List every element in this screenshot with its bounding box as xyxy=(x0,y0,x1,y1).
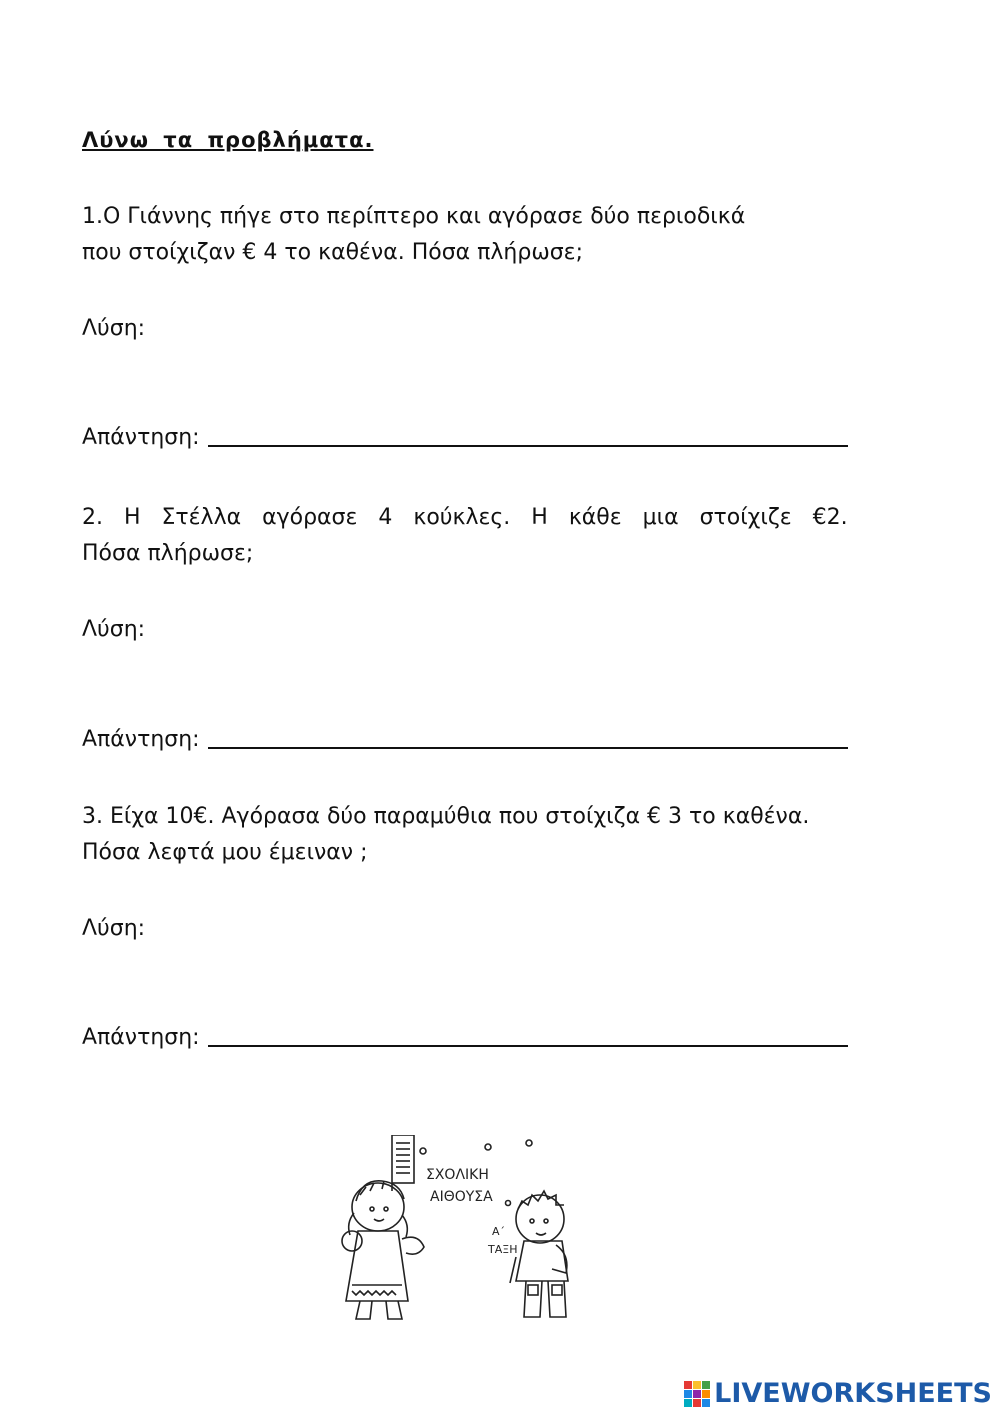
problem-1-line-2: που στοίχιζαν € 4 το καθένα. Πόσα πλήρωσε; xyxy=(82,240,583,265)
children-classroom-illustration xyxy=(330,1135,610,1325)
problem-1-answer[interactable] xyxy=(82,425,848,450)
problem-1-text xyxy=(82,199,745,271)
problem-1-line-1: 1.Ο Γιάννης πήγε στο περίπτερο και αγόρασε δύο περιοδικά xyxy=(82,204,746,229)
problem-3-answer[interactable] xyxy=(82,1025,848,1050)
problem-2-solution-label: Λύση: xyxy=(82,617,146,642)
problem-2-answer[interactable] xyxy=(82,727,848,752)
problem-3-line-1: 3. Είχα 10€. Αγόρασα δύο παραμύθια που στοίχιζα € 3 το καθένα. xyxy=(82,804,810,829)
problem-3-text xyxy=(82,799,809,871)
problem-2-answer-label: Απάντηση: xyxy=(82,727,200,752)
problem-3-solution-label: Λύση: xyxy=(82,916,146,941)
problem-1-answer-label: Απάντηση: xyxy=(82,425,200,450)
problem-3-answer-label: Απάντηση: xyxy=(82,1025,200,1050)
problem-3-line-2: Πόσα λεφτά μου έμειναν ; xyxy=(82,840,368,865)
liveworksheets-logo-text: LIVEWORKSHEETS xyxy=(714,1378,992,1409)
worksheet-title: Λύνω τα προβλήματα. xyxy=(82,128,374,152)
liveworksheets-logo-icon xyxy=(684,1381,710,1407)
liveworksheets-logo xyxy=(684,1378,992,1409)
problem-2-text xyxy=(82,500,848,572)
problem-3-answer-line[interactable] xyxy=(208,1045,848,1047)
class-line-1: Α΄ xyxy=(492,1225,506,1238)
sign-line-1: ΣΧΟΛΙΚΗ xyxy=(426,1167,489,1183)
problem-2-line-1: 2. Η Στέλλα αγόρασε 4 κούκλες. Η κάθε μια στοίχιζε €2. xyxy=(82,505,848,530)
sign-line-2: ΑΙΘΟΥΣΑ xyxy=(430,1189,493,1205)
class-line-2: ΤΑΞΗ xyxy=(488,1243,518,1256)
problem-2-answer-line[interactable] xyxy=(208,747,848,749)
problem-1-solution-label: Λύση: xyxy=(82,316,146,341)
problem-2-line-2: Πόσα πλήρωσε; xyxy=(82,541,254,566)
problem-1-answer-line[interactable] xyxy=(208,445,848,447)
